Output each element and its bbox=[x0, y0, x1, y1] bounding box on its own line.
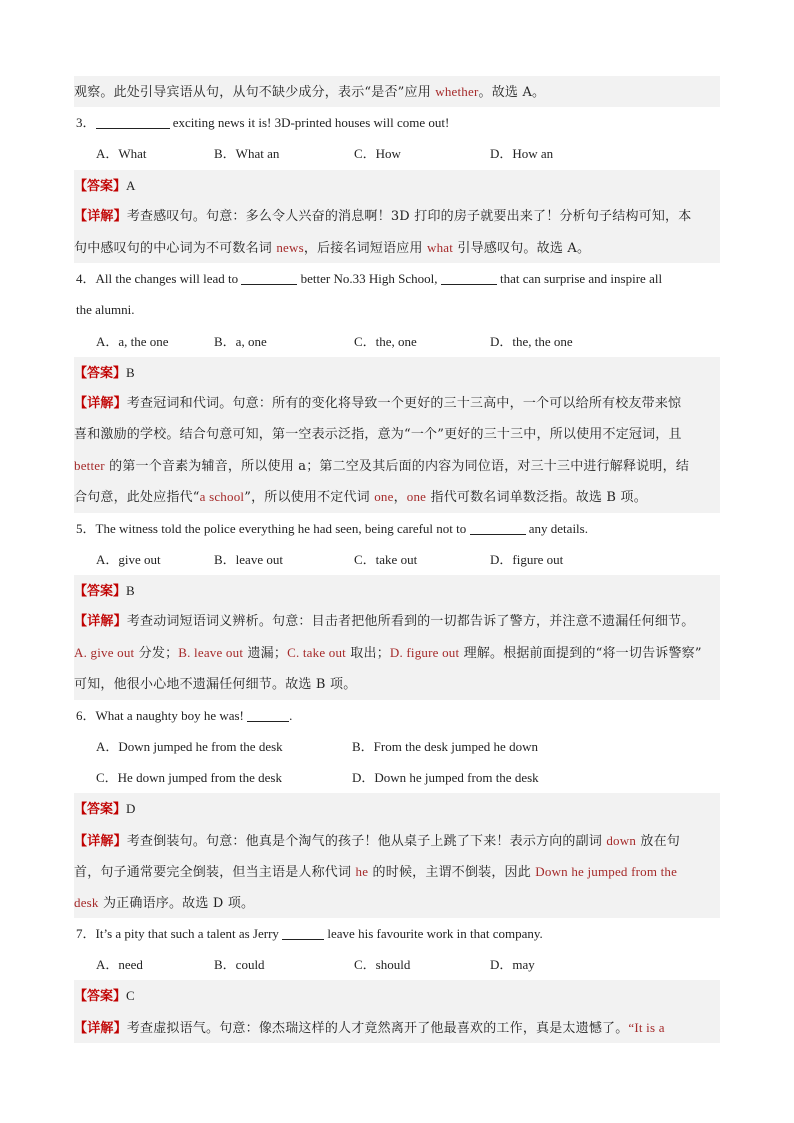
question-6-options-row-2 bbox=[74, 762, 720, 793]
option-d: D．may bbox=[490, 957, 535, 973]
option-d: D．figure out bbox=[490, 551, 564, 567]
document-page bbox=[74, 76, 720, 1043]
question-3: 3． exciting news it is! 3D-printed houses will come out! bbox=[76, 115, 450, 131]
question-6: 6．What a naughty boy he was! . bbox=[76, 707, 293, 723]
question-4-answer: 【答案】B bbox=[74, 357, 720, 388]
question-3-options bbox=[74, 138, 720, 169]
question-6-detail-2: 首，句子通常要完全倒装，但当主语是人称代词 he 的时候，主谓不倒装，因此 Down he jumped from the bbox=[74, 856, 720, 887]
question-4-detail-4: 合句意，此处应指代“a school”，所以使用不定代词 one，one 指代可数名词单数泛指。故选 B 项。 bbox=[74, 481, 720, 512]
option-d: D．Down he jumped from the desk bbox=[352, 770, 539, 786]
question-5-detail-1: 【详解】考查动词短语词义辨析。句意：目击者把他所看到的一切都告诉了警方，并注意不遗漏任何细节。 bbox=[74, 606, 720, 637]
answer-blank bbox=[247, 707, 289, 722]
answer-blank bbox=[282, 925, 324, 940]
answer-blank bbox=[441, 270, 497, 285]
question-3-detail-1: 【详解】考查感叹句。句意：多么令人兴奋的消息啊！3D 打印的房子就要出来了！分析句子结构可知，本 bbox=[74, 201, 720, 232]
option-c: C．He down jumped from the desk bbox=[96, 770, 282, 786]
question-4-detail-2: 喜和激励的学校。结合句意可知，第一空表示泛指，意为“一个”更好的三十三中，所以使用不定冠词，且 bbox=[74, 419, 720, 450]
option-b: B．From the desk jumped he down bbox=[352, 738, 538, 754]
question-4-line-2: the alumni. bbox=[76, 302, 135, 318]
question-5-detail-3: 可知，他很小心地不遗漏任何细节。故选 B 项。 bbox=[74, 669, 720, 700]
question-6-detail-3: desk 为正确语序。故选 D 项。 bbox=[74, 887, 720, 918]
question-7-answer: 【答案】C bbox=[74, 980, 720, 1011]
answer-blank bbox=[241, 270, 297, 285]
question-4-detail-3: better 的第一个音素为辅音，所以使用 a；第二空及其后面的内容为同位语，对三十三中进行解释说明，结 bbox=[74, 450, 720, 481]
option-b: B．a, one bbox=[214, 333, 267, 349]
question-6-detail-1: 【详解】考查倒装句。句意：他真是个淘气的孩子！他从桌子上跳了下来！表示方向的副词 down 放在句 bbox=[74, 825, 720, 856]
option-a: A．Down jumped he from the desk bbox=[96, 738, 283, 754]
question-4: 4．All the changes will lead to better No.33 High School, that can surprise and inspire all bbox=[76, 271, 663, 287]
question-5: 5．The witness told the police everything he had seen, being careful not to any details. bbox=[76, 520, 588, 536]
question-7-options bbox=[74, 949, 720, 980]
option-c: C．How bbox=[354, 146, 401, 162]
option-d: D．the, the one bbox=[490, 333, 573, 349]
option-b: B．What an bbox=[214, 146, 280, 162]
answer-blank bbox=[470, 520, 526, 535]
question-3-detail-2: 句中感叹句的中心词为不可数名词 news，后接名词短语应用 what 引导感叹句。故选 A。 bbox=[74, 232, 720, 263]
question-5-answer: 【答案】B bbox=[74, 575, 720, 606]
option-b: B．leave out bbox=[214, 551, 283, 567]
option-a: A．a, the one bbox=[96, 333, 169, 349]
question-4-detail-1: 【详解】考查冠词和代词。句意：所有的变化将导致一个更好的三十三高中，一个可以给所有校友带来惊 bbox=[74, 388, 720, 419]
question-6-answer: 【答案】D bbox=[74, 793, 720, 824]
option-c: C．the, one bbox=[354, 333, 417, 349]
option-b: B．could bbox=[214, 957, 265, 973]
option-a: A．give out bbox=[96, 551, 161, 567]
option-c: C．take out bbox=[354, 551, 418, 567]
question-3-answer: 【答案】A bbox=[74, 170, 720, 201]
question-5-detail-2: A. give out 分发；B. leave out 遗漏；C. take out 取出；D. figure out 理解。根据前面提到的“将一切告诉警察” bbox=[74, 637, 720, 668]
question-7-detail-1: 【详解】考查虚拟语气。句意：像杰瑞这样的人才竟然离开了他最喜欢的工作，真是太遗憾了。“It is a bbox=[74, 1012, 720, 1043]
question-7: 7．It’s a pity that such a talent as Jerry leave his favourite work in that company. bbox=[76, 926, 543, 942]
question-6-options-row-1 bbox=[74, 731, 720, 762]
option-a: A．What bbox=[96, 146, 147, 162]
question-4-options bbox=[74, 326, 720, 357]
option-a: A．need bbox=[96, 957, 143, 973]
answer-blank bbox=[96, 114, 170, 129]
question-5-options bbox=[74, 544, 720, 575]
option-c: C．should bbox=[354, 957, 411, 973]
explanation-tail: 观察。此处引导宾语从句，从句不缺少成分，表示“是否”应用 whether。故选 A。 bbox=[74, 76, 720, 107]
option-d: D．How an bbox=[490, 146, 554, 162]
